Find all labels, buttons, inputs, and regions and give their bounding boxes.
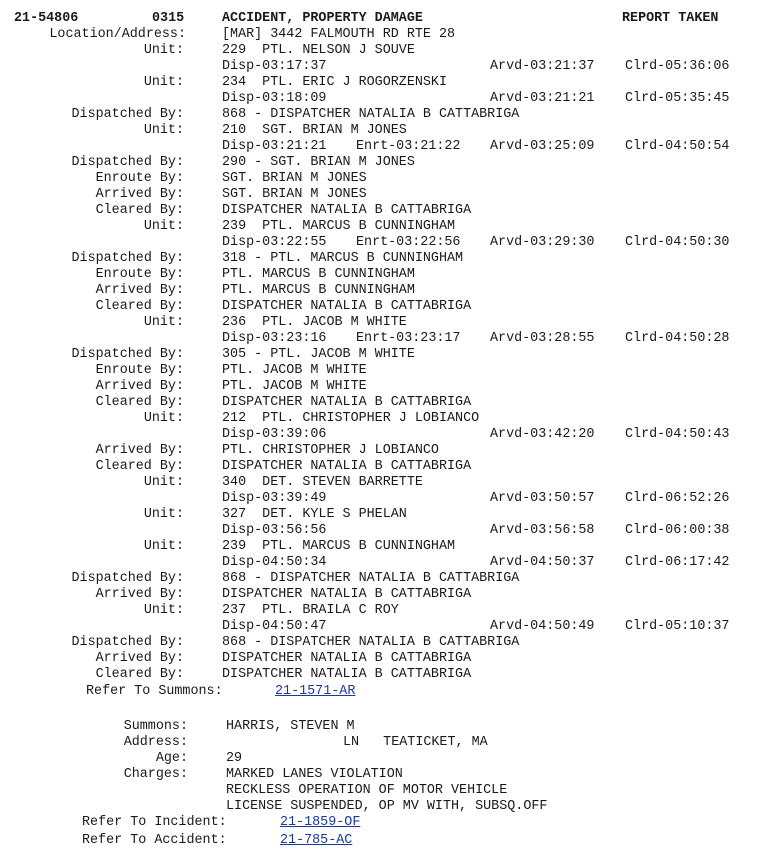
entry-label: Unit: xyxy=(143,507,184,522)
entry-label: Unit: xyxy=(143,123,184,138)
entry-label: Dispatched By: xyxy=(71,251,184,266)
call-type: ACCIDENT, PROPERTY DAMAGE xyxy=(222,11,423,26)
summons-name: HARRIS, STEVEN M xyxy=(226,719,355,734)
entry-label: Cleared By: xyxy=(95,395,184,410)
arrived-time: Arvd-03:42:20 xyxy=(490,427,595,442)
cleared-time: Clrd-05:10:37 xyxy=(625,619,730,634)
entry-label: Unit: xyxy=(143,539,184,554)
cleared-time: Clrd-05:36:06 xyxy=(625,59,730,74)
entry-label: Arrived By: xyxy=(95,443,184,458)
disp-time: Disp-03:22:55 xyxy=(222,235,327,250)
entry-value: PTL. MARCUS B CUNNINGHAM xyxy=(222,267,415,282)
entry-value: 318 - PTL. MARCUS B CUNNINGHAM xyxy=(222,251,464,266)
disp-time: Disp-04:50:34 xyxy=(222,555,327,570)
entry-value: SGT. BRIAN M JONES xyxy=(222,171,367,186)
entry-value: PTL. JACOB M WHITE xyxy=(222,363,367,378)
cleared-time: Clrd-06:00:38 xyxy=(625,523,730,538)
entry-label: Cleared By: xyxy=(95,299,184,314)
entry-label: Arrived By: xyxy=(95,187,184,202)
cleared-time: Clrd-06:17:42 xyxy=(625,555,730,570)
summons-address: LN TEATICKET, MA xyxy=(343,735,488,750)
summons-ref-label: Refer To Summons: xyxy=(86,684,223,699)
entry-value: DISPATCHER NATALIA B CATTABRIGA xyxy=(222,203,472,218)
disp-time: Disp-03:21:21 xyxy=(222,139,327,154)
entry-value: DISPATCHER NATALIA B CATTABRIGA xyxy=(222,667,472,682)
accident-ref-label: Refer To Accident: xyxy=(82,833,227,848)
location-value: [MAR] 3442 FALMOUTH RD RTE 28 xyxy=(222,27,456,42)
cleared-time: Clrd-04:50:54 xyxy=(625,139,730,154)
entry-label: Arrived By: xyxy=(95,283,184,298)
disp-time: Disp-03:18:09 xyxy=(222,91,327,106)
disp-time: Disp-03:23:16 xyxy=(222,331,327,346)
disp-time: Disp-03:39:06 xyxy=(222,427,327,442)
disp-time: Disp-03:17:37 xyxy=(222,59,327,74)
entry-label: Unit: xyxy=(143,43,184,58)
location-label: Location/Address: xyxy=(49,27,186,42)
entry-value: 868 - DISPATCHER NATALIA B CATTABRIGA xyxy=(222,571,520,586)
cleared-time: Clrd-06:52:26 xyxy=(625,491,730,506)
entry-value: 229 PTL. NELSON J SOUVE xyxy=(222,43,415,58)
entry-value: 237 PTL. BRAILA C ROY xyxy=(222,603,399,618)
arrived-time: Arvd-03:50:57 xyxy=(490,491,595,506)
entry-value: PTL. CHRISTOPHER J LOBIANCO xyxy=(222,443,439,458)
entry-label: Unit: xyxy=(143,75,184,90)
entry-label: Dispatched By: xyxy=(71,571,184,586)
charge-item: LICENSE SUSPENDED, OP MV WITH, SUBSQ.OFF xyxy=(226,799,548,814)
entry-value: PTL. JACOB M WHITE xyxy=(222,379,367,394)
entry-label: Enroute By: xyxy=(95,363,184,378)
disp-time: Disp-03:39:49 xyxy=(222,491,327,506)
entry-label: Dispatched By: xyxy=(71,635,184,650)
arrived-time: Arvd-03:21:37 xyxy=(490,59,595,74)
call-status: REPORT TAKEN xyxy=(622,11,719,26)
entry-label: Arrived By: xyxy=(95,379,184,394)
incident-ref-label: Refer To Incident: xyxy=(82,815,227,830)
entry-label: Unit: xyxy=(143,219,184,234)
entry-label: Cleared By: xyxy=(95,203,184,218)
entry-value: 868 - DISPATCHER NATALIA B CATTABRIGA xyxy=(222,107,520,122)
entry-label: Unit: xyxy=(143,315,184,330)
entry-value: DISPATCHER NATALIA B CATTABRIGA xyxy=(222,587,472,602)
summons-name-label: Summons: xyxy=(123,719,188,734)
entry-value: 236 PTL. JACOB M WHITE xyxy=(222,315,407,330)
entry-label: Cleared By: xyxy=(95,667,184,682)
entry-value: PTL. MARCUS B CUNNINGHAM xyxy=(222,283,415,298)
call-time: 0315 xyxy=(152,11,185,26)
entry-value: 239 PTL. MARCUS B CUNNINGHAM xyxy=(222,219,456,234)
entry-label: Dispatched By: xyxy=(71,155,184,170)
summons-age-label: Age: xyxy=(155,751,188,766)
incident-ref-link[interactable]: 21-1859-OF xyxy=(280,815,361,830)
entry-value: 868 - DISPATCHER NATALIA B CATTABRIGA xyxy=(222,635,520,650)
entry-value: 234 PTL. ERIC J ROGORZENSKI xyxy=(222,75,447,90)
entry-label: Unit: xyxy=(143,603,184,618)
charge-item: RECKLESS OPERATION OF MOTOR VEHICLE xyxy=(226,783,508,798)
disp-time: Disp-04:50:47 xyxy=(222,619,327,634)
arrived-time: Arvd-03:21:21 xyxy=(490,91,595,106)
enroute-time: Enrt-03:22:56 xyxy=(356,235,461,250)
entry-value: DISPATCHER NATALIA B CATTABRIGA xyxy=(222,459,472,474)
entry-value: 327 DET. KYLE S PHELAN xyxy=(222,507,407,522)
arrived-time: Arvd-04:50:37 xyxy=(490,555,595,570)
entry-value: 340 DET. STEVEN BARRETTE xyxy=(222,475,423,490)
entry-label: Cleared By: xyxy=(95,459,184,474)
entry-label: Unit: xyxy=(143,411,184,426)
entry-label: Enroute By: xyxy=(95,267,184,282)
cleared-time: Clrd-04:50:43 xyxy=(625,427,730,442)
entry-value: 305 - PTL. JACOB M WHITE xyxy=(222,347,415,362)
entry-value: 212 PTL. CHRISTOPHER J LOBIANCO xyxy=(222,411,480,426)
summons-ref-link[interactable]: 21-1571-AR xyxy=(275,684,356,699)
arrived-time: Arvd-03:25:09 xyxy=(490,139,595,154)
arrived-time: Arvd-03:56:58 xyxy=(490,523,595,538)
entry-label: Enroute By: xyxy=(95,171,184,186)
entry-label: Dispatched By: xyxy=(71,107,184,122)
cleared-time: Clrd-04:50:30 xyxy=(625,235,730,250)
arrived-time: Arvd-04:50:49 xyxy=(490,619,595,634)
cleared-time: Clrd-05:35:45 xyxy=(625,91,730,106)
entry-label: Dispatched By: xyxy=(71,347,184,362)
summons-address-label: Address: xyxy=(123,735,188,750)
arrived-time: Arvd-03:28:55 xyxy=(490,331,595,346)
call-number: 21-54806 xyxy=(14,11,79,26)
entry-value: 210 SGT. BRIAN M JONES xyxy=(222,123,407,138)
enroute-time: Enrt-03:23:17 xyxy=(356,331,461,346)
entry-label: Unit: xyxy=(143,475,184,490)
cleared-time: Clrd-04:50:28 xyxy=(625,331,730,346)
disp-time: Disp-03:56:56 xyxy=(222,523,327,538)
entry-value: DISPATCHER NATALIA B CATTABRIGA xyxy=(222,651,472,666)
enroute-time: Enrt-03:21:22 xyxy=(356,139,461,154)
entry-label: Arrived By: xyxy=(95,587,184,602)
entry-value: DISPATCHER NATALIA B CATTABRIGA xyxy=(222,395,472,410)
entry-label: Arrived By: xyxy=(95,651,184,666)
entry-value: 239 PTL. MARCUS B CUNNINGHAM xyxy=(222,539,456,554)
summons-charges-label: Charges: xyxy=(123,767,188,782)
summons-age: 29 xyxy=(226,751,243,766)
accident-ref-link[interactable]: 21-785-AC xyxy=(280,833,353,848)
arrived-time: Arvd-03:29:30 xyxy=(490,235,595,250)
charge-item: MARKED LANES VIOLATION xyxy=(226,767,403,782)
entry-value: 290 - SGT. BRIAN M JONES xyxy=(222,155,415,170)
entry-value: SGT. BRIAN M JONES xyxy=(222,187,367,202)
entry-value: DISPATCHER NATALIA B CATTABRIGA xyxy=(222,299,472,314)
